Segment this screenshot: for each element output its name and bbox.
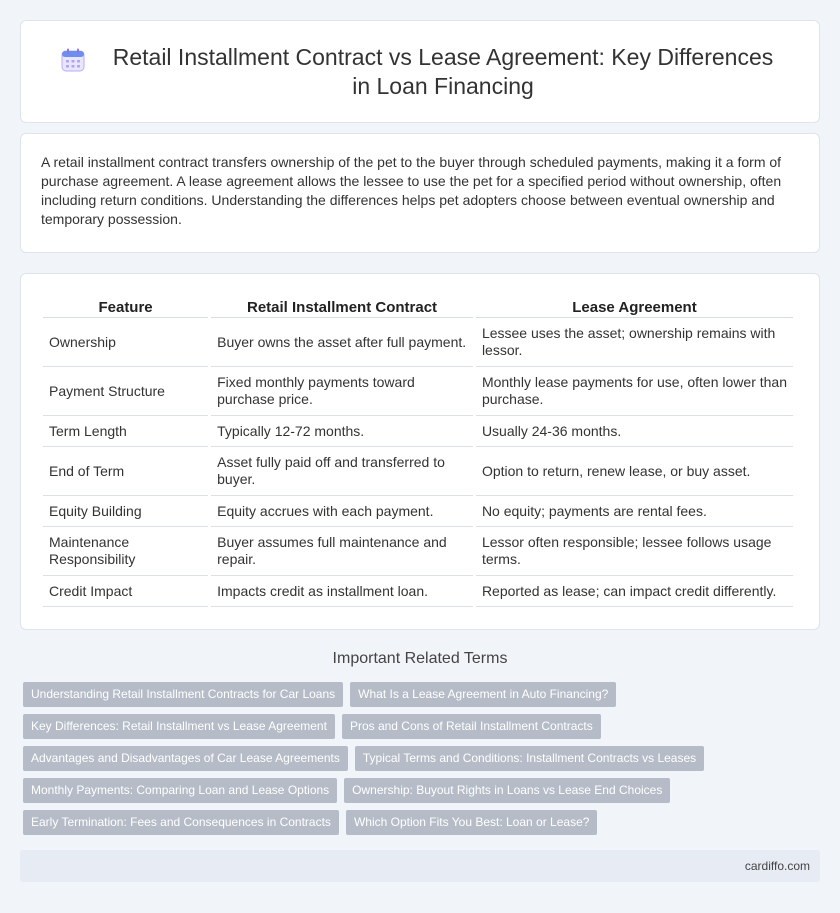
- related-term-tag[interactable]: Ownership: Buyout Rights in Loans vs Lease End Choices: [344, 778, 670, 803]
- related-term-tag[interactable]: Understanding Retail Installment Contracts for Car Loans: [23, 682, 343, 707]
- table-cell: Typically 12-72 months.: [211, 416, 473, 447]
- table-cell: Monthly lease payments for use, often lower than purchase.: [476, 367, 793, 416]
- table-cell: Usually 24-36 months.: [476, 416, 793, 447]
- table-row: [43, 416, 793, 447]
- table-cell: Lessee uses the asset; ownership remains with lessor.: [476, 318, 793, 367]
- table-row: [43, 576, 793, 607]
- tag-row: [23, 778, 823, 810]
- related-term-tag[interactable]: Pros and Cons of Retail Installment Contracts: [342, 714, 601, 739]
- column-header: Retail Installment Contract: [211, 294, 473, 318]
- footer-site-link[interactable]: cardiffo.com: [744, 859, 810, 873]
- related-term-tag[interactable]: Which Option Fits You Best: Loan or Lease?: [346, 810, 597, 835]
- related-term-tag[interactable]: Monthly Payments: Comparing Loan and Lease Options: [23, 778, 337, 803]
- table-cell: Ownership: [43, 318, 208, 367]
- related-term-tag[interactable]: Typical Terms and Conditions: Installment Contracts vs Leases: [355, 746, 704, 771]
- page-title: Retail Installment Contract vs Lease Agreement: Key Differences in Loan Financing: [112, 43, 774, 99]
- related-term-tag[interactable]: Early Termination: Fees and Consequences in Contracts: [23, 810, 339, 835]
- table-cell: Payment Structure: [43, 367, 208, 416]
- header-card: [20, 20, 820, 123]
- table-cell: End of Term: [43, 447, 208, 496]
- table-cell: Equity accrues with each payment.: [211, 496, 473, 527]
- related-terms-list: [23, 682, 823, 842]
- table-row: [43, 318, 793, 367]
- table-cell: Term Length: [43, 416, 208, 447]
- intro-text: A retail installment contract transfers ownership of the pet to the buyer through scheduled payments, making it a form of purchase agreement. A lease agreement allows the lessee to use the pet for a specified period without ownership, often including return conditions. Understanding the differences helps pet adopters choose between eventual ownership and temporary possession.: [41, 154, 782, 227]
- tag-row: [23, 810, 823, 842]
- table-cell: Equity Building: [43, 496, 208, 527]
- table-row: [43, 527, 793, 576]
- table-row: [43, 496, 793, 527]
- column-header: Feature: [43, 294, 208, 318]
- table-cell: Lessor often responsible; lessee follows usage terms.: [476, 527, 793, 576]
- related-term-tag[interactable]: What Is a Lease Agreement in Auto Financing?: [350, 682, 616, 707]
- table-cell: Reported as lease; can impact credit differently.: [476, 576, 793, 607]
- related-terms-title: Important Related Terms: [332, 650, 508, 667]
- table-cell: Buyer assumes full maintenance and repair.: [211, 527, 473, 576]
- comparison-table: [40, 294, 796, 607]
- table-cell: No equity; payments are rental fees.: [476, 496, 793, 527]
- footer: [20, 850, 820, 882]
- table-cell: Buyer owns the asset after full payment.: [211, 318, 473, 367]
- table-row: [43, 447, 793, 496]
- table-cell: Impacts credit as installment loan.: [211, 576, 473, 607]
- tag-row: [23, 746, 823, 778]
- tag-row: [23, 714, 823, 746]
- column-header: Lease Agreement: [476, 294, 793, 318]
- related-term-tag[interactable]: Advantages and Disadvantages of Car Lease Agreements: [23, 746, 348, 771]
- table-cell: Fixed monthly payments toward purchase price.: [211, 367, 473, 416]
- table-row: [43, 367, 793, 416]
- related-term-tag[interactable]: Key Differences: Retail Installment vs Lease Agreement: [23, 714, 335, 739]
- table-cell: Option to return, renew lease, or buy asset.: [476, 447, 793, 496]
- comparison-table-card: [20, 273, 820, 630]
- table-cell: Maintenance Responsibility: [43, 527, 208, 576]
- intro-card: [20, 133, 820, 253]
- table-cell: Asset fully paid off and transferred to buyer.: [211, 447, 473, 496]
- tag-row: [23, 682, 823, 714]
- calendar-icon: [60, 47, 86, 73]
- table-cell: Credit Impact: [43, 576, 208, 607]
